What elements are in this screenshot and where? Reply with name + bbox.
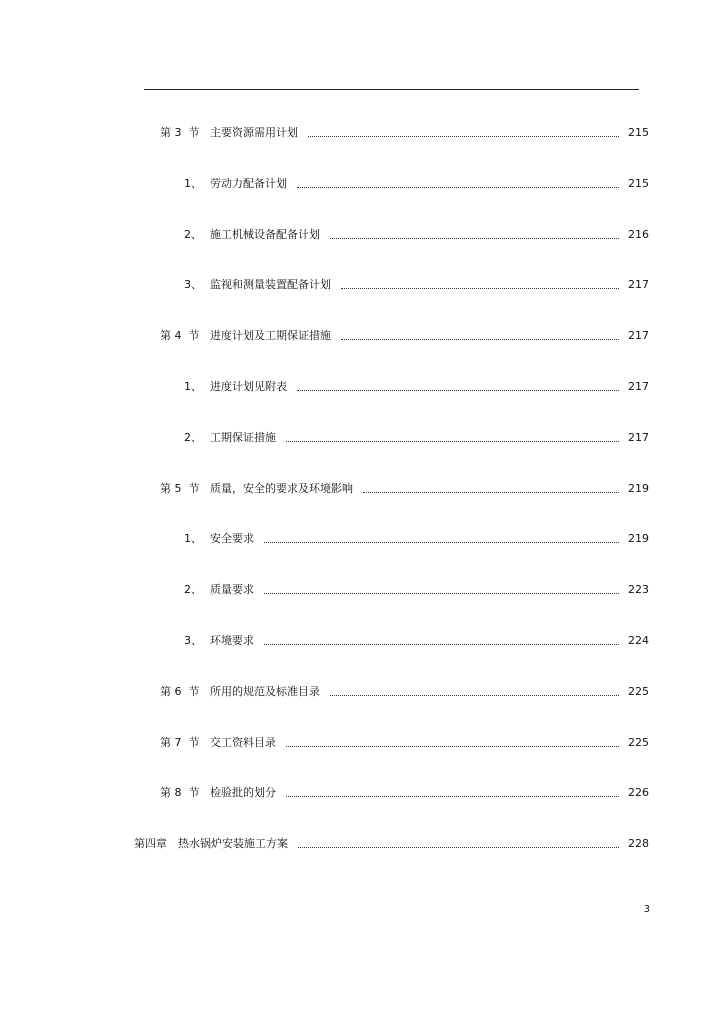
dot-leader — [286, 441, 619, 442]
dot-leader — [341, 339, 619, 340]
toc-entry-page: 225 — [628, 735, 649, 749]
toc-entry-page: 219 — [628, 532, 649, 546]
toc-entry-number: 2、 — [184, 227, 202, 241]
toc-entry-page: 217 — [628, 430, 649, 444]
page-number: 3 — [643, 904, 650, 915]
toc-entry-number: 第 8 节 — [160, 786, 200, 800]
toc-entry-item[interactable] — [184, 224, 649, 242]
toc-entry-number: 第四章 — [134, 837, 167, 851]
toc-entry-number: 第 3 节 — [160, 126, 200, 139]
toc-entry-number: 3、 — [184, 278, 202, 292]
toc-entry-page: 215 — [628, 176, 649, 190]
toc-entry-title: 环境要求 — [210, 634, 254, 647]
toc-entry-page: 226 — [628, 786, 649, 800]
toc-entry-title: 施工机械设备配备计划 — [210, 227, 320, 241]
dot-leader — [363, 492, 619, 493]
dot-leader — [286, 746, 619, 747]
toc-entry-section[interactable] — [160, 732, 649, 750]
toc-entry-page: 215 — [628, 126, 649, 139]
toc-entry-number: 2、 — [184, 583, 202, 597]
toc-entry-title: 进度计划及工期保证措施 — [210, 329, 331, 343]
toc-entry-page: 223 — [628, 583, 649, 597]
toc-entry-page: 217 — [628, 278, 649, 292]
toc-entry-title: 所用的规范及标准目录 — [210, 684, 320, 698]
toc-entry-title: 进度计划见附表 — [210, 380, 287, 393]
toc-entry-title: 监视和测量装置配备计划 — [210, 278, 331, 292]
toc-entry-section[interactable] — [160, 782, 649, 800]
dot-leader — [264, 593, 619, 594]
toc-entry-number: 2、 — [184, 430, 202, 444]
toc-entry-page: 217 — [628, 329, 649, 343]
toc-entry-page: 217 — [628, 380, 649, 393]
toc-entry-section[interactable] — [160, 122, 649, 140]
toc-entry-item[interactable] — [184, 274, 649, 292]
toc-entry-title: 检验批的划分 — [210, 786, 276, 800]
toc-entry-section[interactable] — [160, 681, 649, 699]
toc-entry-item[interactable] — [184, 528, 649, 546]
toc-entry-number: 第 6 节 — [160, 684, 200, 698]
dot-leader — [330, 695, 619, 696]
toc-entry-title: 质量要求 — [210, 583, 254, 597]
toc-entry-number: 1、 — [184, 176, 202, 190]
dot-leader — [264, 542, 619, 543]
toc-entry-page: 228 — [628, 837, 649, 851]
toc-entry-section[interactable] — [160, 325, 649, 343]
toc-entry-number: 1、 — [184, 380, 202, 393]
toc-entry-number: 第 5 节 — [160, 481, 200, 495]
dot-leader — [297, 390, 619, 391]
toc-entry-title: 质量，安全的要求及环境影响 — [210, 481, 353, 495]
toc-entry-item[interactable] — [184, 630, 649, 648]
dot-leader — [264, 644, 619, 645]
toc-entry-number: 第 4 节 — [160, 329, 200, 343]
dot-leader — [341, 288, 619, 289]
toc-entry-title: 交工资料目录 — [210, 735, 276, 749]
toc-entry-title: 热水锅炉安装施工方案 — [178, 837, 288, 851]
toc-entry-title: 劳动力配备计划 — [210, 176, 287, 190]
toc-entry-page: 219 — [628, 481, 649, 495]
toc-entry-title: 安全要求 — [210, 532, 254, 546]
toc-entry-chapter[interactable] — [134, 833, 649, 851]
dot-leader — [298, 847, 619, 848]
toc-entry-number: 3、 — [184, 634, 202, 647]
toc-entry-number: 1、 — [184, 532, 202, 546]
dot-leader — [308, 136, 619, 137]
toc-entry-section[interactable] — [160, 478, 649, 496]
dot-leader — [286, 796, 619, 797]
toc-entry-title: 工期保证措施 — [210, 430, 276, 444]
toc-entry-title: 主要资源需用计划 — [210, 126, 298, 139]
toc-entry-item[interactable] — [184, 427, 649, 445]
dot-leader — [297, 187, 619, 188]
toc-entry-number: 第 7 节 — [160, 735, 200, 749]
toc-entry-page: 216 — [628, 227, 649, 241]
toc-entry-item[interactable] — [184, 173, 649, 191]
toc-entry-page: 224 — [628, 634, 649, 647]
toc-entry-page: 225 — [628, 684, 649, 698]
dot-leader — [330, 238, 619, 239]
toc-entry-item[interactable] — [184, 579, 649, 597]
toc-entry-item[interactable] — [184, 376, 649, 394]
